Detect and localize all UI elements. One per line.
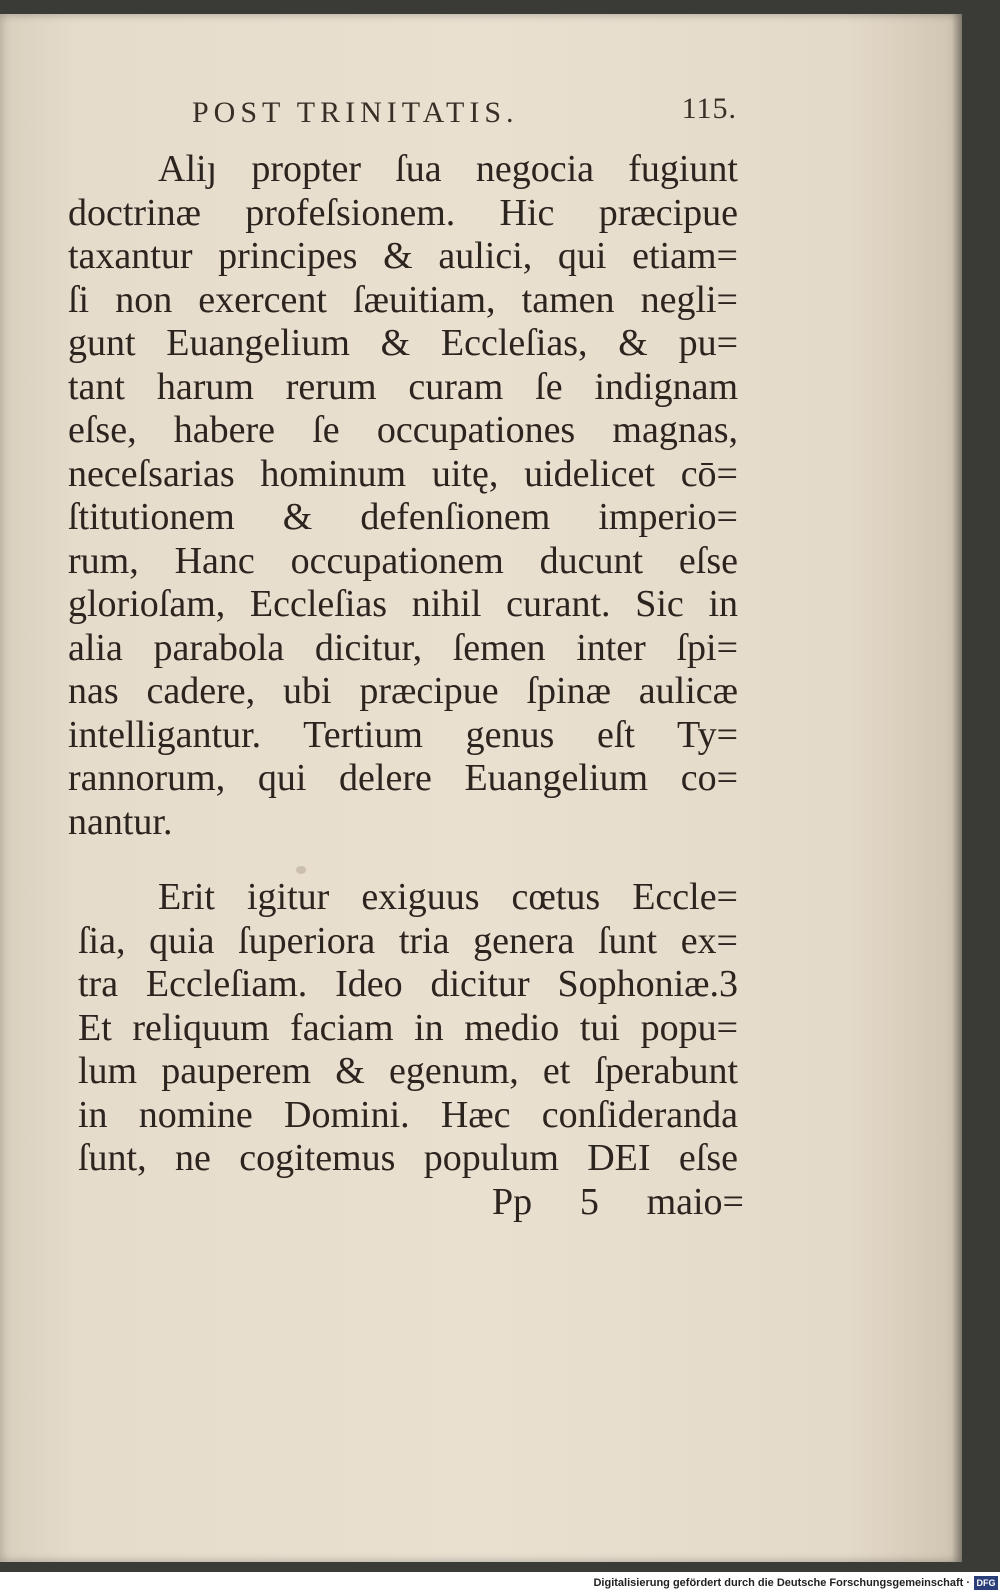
funding-credit: Digitalisierung gefördert durch die Deutsche Forschungsgemeinschaft · bbox=[593, 1577, 970, 1589]
text-line: ſunt, ne cogitemus populum DEI eſse bbox=[78, 1137, 738, 1179]
text-line: Aliȷ propter ſua negocia fugiunt bbox=[158, 148, 738, 190]
running-title: POST TRINITATIS. bbox=[192, 96, 519, 129]
text-line: tant harum rerum curam ſe indignam bbox=[68, 365, 738, 408]
footer-bar bbox=[0, 1572, 1000, 1596]
text-line: in nomine Domini. Hæc conſideranda bbox=[78, 1093, 738, 1136]
signature-number: 5 bbox=[579, 1181, 599, 1223]
paragraph-1 bbox=[68, 148, 738, 844]
dfg-logo: DFG bbox=[974, 1576, 998, 1590]
text-line: nas cadere, ubi præcipue ſpinæ aulicæ bbox=[68, 670, 738, 712]
text-line: doctrinæ profeſsionem. Hic præcipue bbox=[68, 191, 738, 234]
catchline bbox=[492, 1180, 744, 1224]
paper-stain bbox=[296, 866, 306, 874]
signature-mark: Pp bbox=[492, 1181, 533, 1223]
text-line: tra Eccleſiam. Ideo dicitur Sophoniæ.3 bbox=[78, 963, 738, 1005]
text-line: Et reliquum faciam in medio tui popu= bbox=[78, 1006, 738, 1049]
text-line: glorioſam, Eccleſias nihil curant. Sic in bbox=[68, 583, 738, 625]
text-line: ſtitutionem & defenſionem imperio= bbox=[68, 496, 738, 538]
text-line: taxantur principes & aulici, qui etiam= bbox=[68, 235, 738, 277]
text-line: rum, Hanc occupationem ducunt eſse bbox=[68, 539, 738, 582]
text-line: alia parabola dicitur, ſemen inter ſpi= bbox=[68, 626, 738, 669]
text-line: ſia, quia ſuperiora tria genera ſunt ex= bbox=[78, 919, 738, 962]
text-line: intelligantur. Tertium genus eſt Ty= bbox=[68, 713, 738, 756]
text-line: rannorum, qui delere Euangelium co= bbox=[68, 757, 738, 799]
running-head bbox=[192, 92, 737, 140]
text-line: nantur. bbox=[68, 800, 173, 843]
page-number: 115. bbox=[681, 92, 737, 125]
text-line: gunt Euangelium & Eccleſias, & pu= bbox=[68, 322, 738, 364]
text-line: neceſsarias hominum uitę, uidelicet cō= bbox=[68, 452, 738, 495]
catchword: maio= bbox=[646, 1181, 744, 1223]
text-line: lum pauperem & egenum, et ſperabunt bbox=[78, 1050, 738, 1092]
text-line: ſi non exercent ſæuitiam, tamen negli= bbox=[68, 278, 738, 321]
text-line: Erit igitur exiguus cœtus Eccle= bbox=[158, 876, 738, 918]
paragraph-2 bbox=[68, 876, 738, 1181]
text-line: eſse, habere ſe occupationes magnas, bbox=[68, 409, 738, 451]
